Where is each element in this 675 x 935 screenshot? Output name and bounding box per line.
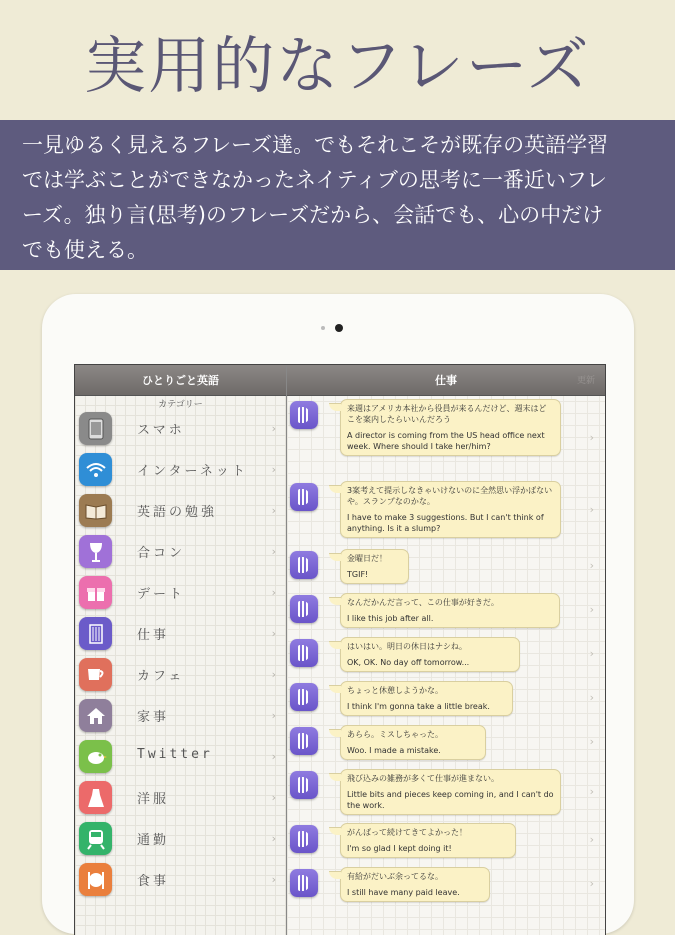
category-label: 食事 <box>137 874 170 889</box>
description-line: ーズ。独り言(思考)のフレーズだから、会話でも、心の中だけ <box>22 203 604 227</box>
description-line: 一見ゆるく見えるフレーズ達。でもそれこそが既存の英語学習 <box>22 133 609 157</box>
sidebar-navbar <box>75 365 286 396</box>
category-label: 洋服 <box>137 792 170 807</box>
phrase-detail-pane <box>287 365 605 935</box>
category-row[interactable] <box>75 696 286 737</box>
description-line: では学ぶことができなかったネイティブの思考に一番近いフレ <box>22 168 608 192</box>
description-band <box>0 120 675 270</box>
category-sidebar <box>75 365 287 935</box>
chevron-right-icon: › <box>589 691 594 704</box>
category-label: 家事 <box>137 710 170 725</box>
phrase-bubble <box>340 481 561 538</box>
phrase-bubble <box>340 399 561 456</box>
chevron-right-icon: › <box>271 463 276 476</box>
bird-icon <box>79 740 112 773</box>
chevron-right-icon: › <box>589 735 594 748</box>
category-label: スマホ <box>137 423 185 438</box>
phrase-document-icon <box>290 595 318 623</box>
category-row[interactable] <box>75 737 286 778</box>
phrase-bubble <box>340 823 516 858</box>
chevron-right-icon: › <box>271 668 276 681</box>
phrase-document-icon <box>290 771 318 799</box>
category-label: インターネット <box>137 464 248 479</box>
fork-knife-icon <box>79 863 112 896</box>
chevron-right-icon: › <box>589 431 594 444</box>
category-label: Twitter <box>137 747 213 762</box>
phrase-document-icon <box>290 483 318 511</box>
phrase-document-icon <box>290 639 318 667</box>
phrase-document-icon <box>290 869 318 897</box>
train-icon <box>79 822 112 855</box>
category-row[interactable] <box>75 450 286 491</box>
wine-glass-icon <box>79 535 112 568</box>
chevron-right-icon: › <box>589 833 594 846</box>
category-row[interactable] <box>75 655 286 696</box>
phrase-english: Woo. I made a mistake. <box>347 746 441 755</box>
phrase-bubble <box>340 593 560 628</box>
category-row[interactable] <box>75 778 286 819</box>
phrase-english: Little bits and pieces keep coming in, and I can't do the work. <box>347 790 554 810</box>
wifi-icon <box>79 453 112 486</box>
phrase-bubble <box>340 637 520 672</box>
phrase-document-icon <box>290 825 318 853</box>
category-row[interactable] <box>75 409 286 450</box>
phrase-japanese: ちょっと休憩しようかな。 <box>347 686 443 695</box>
headline: 実用的なフレーズ <box>84 28 591 102</box>
category-row[interactable] <box>75 860 286 901</box>
phrase-english: A director is coming from the US head office next week. Where should I take her/him? <box>347 431 545 451</box>
chevron-right-icon: › <box>589 877 594 890</box>
category-row[interactable] <box>75 819 286 860</box>
smartphone-icon <box>79 412 112 445</box>
category-label: カフェ <box>137 669 185 684</box>
phrase-document-icon <box>290 401 318 429</box>
phrase-japanese: なんだかんだ言って、この仕事が好きだ。 <box>347 598 499 607</box>
description-line: でも使える。 <box>22 238 148 262</box>
phrase-english: OK, OK. No day off tomorrow... <box>347 658 470 667</box>
phrase-document-icon <box>290 683 318 711</box>
chevron-right-icon: › <box>271 873 276 886</box>
sidebar-title: ひとりごと英語 <box>142 374 219 387</box>
phrase-japanese: 3案考えて提示しなきゃいけないのに全然思い浮かばないや。スランプなのかな。 <box>347 486 553 506</box>
house-icon <box>79 699 112 732</box>
phrase-document-icon <box>290 551 318 579</box>
phrase-bubble <box>340 725 486 760</box>
cup-icon <box>79 658 112 691</box>
phrase-english: I still have many paid leave. <box>347 888 460 897</box>
chevron-right-icon: › <box>589 559 594 572</box>
detail-navbar <box>287 365 605 396</box>
app-screen <box>74 364 606 935</box>
chevron-right-icon: › <box>271 627 276 640</box>
chevron-right-icon: › <box>271 709 276 722</box>
detail-title: 仕事 <box>435 374 457 387</box>
phrase-japanese: がんばって続けてきてよかった！ <box>347 828 467 837</box>
chevron-right-icon: › <box>589 647 594 660</box>
book-icon <box>79 494 112 527</box>
phrase-english: I think I'm gonna take a little break. <box>347 702 490 711</box>
page-indicator-dot-active <box>335 324 343 332</box>
chevron-right-icon: › <box>271 832 276 845</box>
category-row[interactable] <box>75 614 286 655</box>
chevron-right-icon: › <box>589 785 594 798</box>
chevron-right-icon: › <box>271 750 276 763</box>
category-row[interactable] <box>75 532 286 573</box>
page-indicator-dot <box>321 326 325 330</box>
category-label: 仕事 <box>137 628 170 643</box>
phrase-japanese: 有給がだいぶ余ってるな。 <box>347 872 443 881</box>
phrase-english: I have to make 3 suggestions. But I can't think of anything. Is it a slump? <box>347 513 544 533</box>
chevron-right-icon: › <box>271 545 276 558</box>
phrase-english: TGIF! <box>347 570 369 579</box>
chevron-right-icon: › <box>271 422 276 435</box>
tablet-frame <box>42 294 634 934</box>
category-label: デート <box>137 587 186 602</box>
chevron-right-icon: › <box>589 503 594 516</box>
chevron-right-icon: › <box>589 603 594 616</box>
category-section-header: カテゴリー <box>158 400 203 410</box>
phrase-bubble <box>340 681 513 716</box>
dress-icon <box>79 781 112 814</box>
phrase-english: I like this job after all. <box>347 614 434 623</box>
phrase-document-icon <box>290 727 318 755</box>
phrase-bubble <box>340 769 561 815</box>
update-button[interactable]: 更新 <box>576 376 595 386</box>
category-row[interactable] <box>75 491 286 532</box>
phrase-japanese: はいはい。明日の休日はナシね。 <box>347 642 467 651</box>
phrase-bubble <box>340 867 490 902</box>
category-label: 通勤 <box>137 833 170 848</box>
gift-icon <box>79 576 112 609</box>
chevron-right-icon: › <box>271 791 276 804</box>
chevron-right-icon: › <box>271 504 276 517</box>
category-row[interactable] <box>75 573 286 614</box>
category-label: 合コン <box>137 546 186 561</box>
phrase-japanese: 飛び込みの雑務が多くて仕事が進まない。 <box>347 774 499 783</box>
phrase-bubble <box>340 549 409 584</box>
chevron-right-icon: › <box>271 586 276 599</box>
phrase-japanese: あらら。ミスしちゃった。 <box>347 730 443 739</box>
phrase-japanese: 金曜日だ！ <box>347 554 387 563</box>
phrase-japanese: 来週はアメリカ本社から役員が来るんだけど、週末はどこを案内したらいいんだろう <box>347 404 547 424</box>
document-icon <box>79 617 112 650</box>
phrase-english: I'm so glad I kept doing it! <box>347 844 452 853</box>
category-label: 英語の勉強 <box>137 505 218 520</box>
